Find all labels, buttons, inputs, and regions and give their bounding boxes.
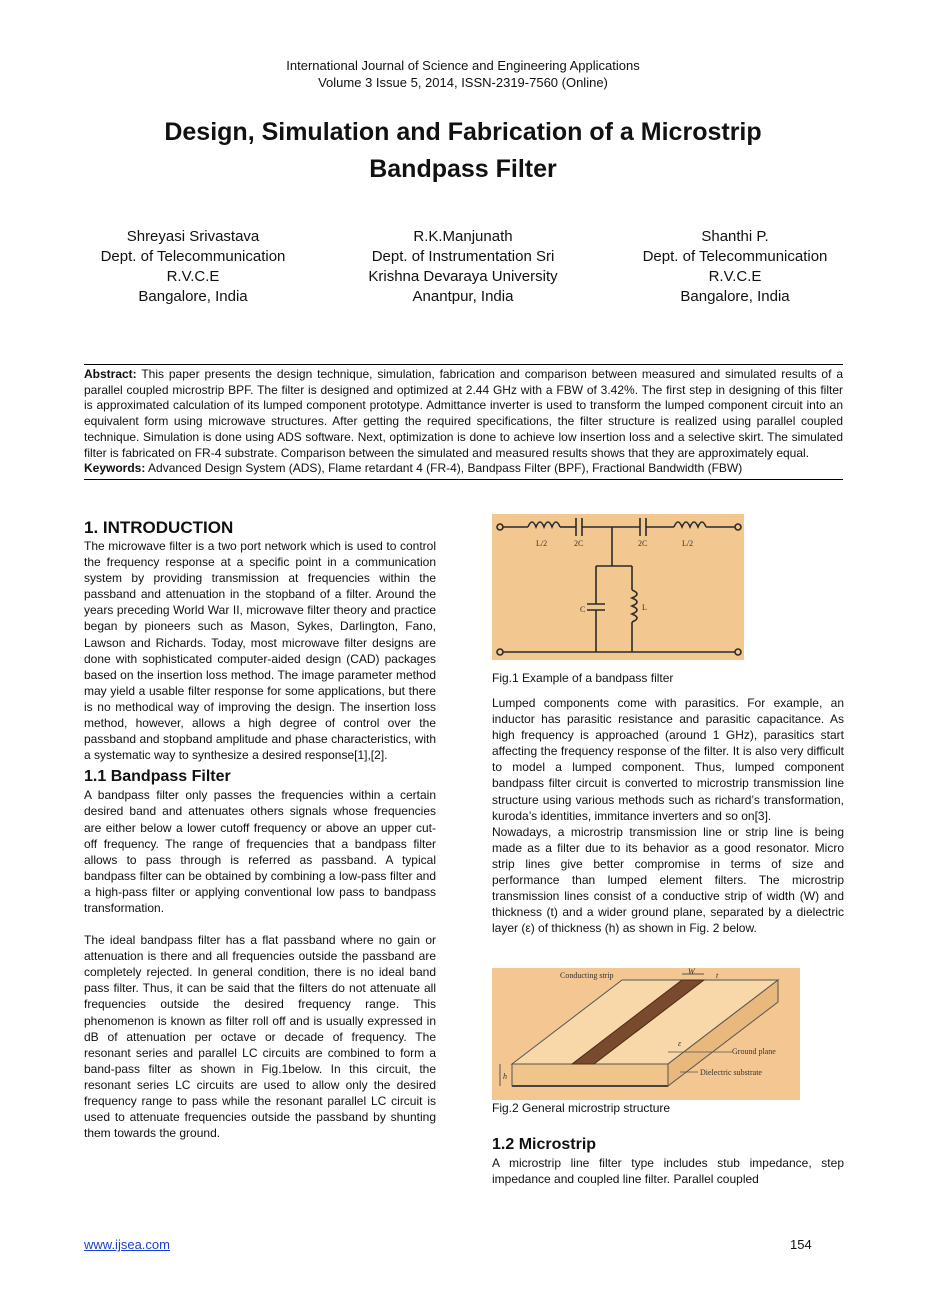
section-heading-introduction: 1. INTRODUCTION — [84, 518, 234, 537]
bandpass-circuit-diagram — [492, 514, 744, 660]
figure-1-bandpass-circuit — [492, 514, 744, 660]
label-l: L — [642, 603, 647, 612]
abstract-section — [84, 364, 843, 480]
author-2 — [332, 227, 594, 307]
label-epsilon: ε — [678, 1039, 682, 1048]
figure-1-caption: Fig.1 Example of a bandpass filter — [492, 671, 674, 685]
microstrip-intro-paragraph: Nowadays, a microstrip transmission line or strip line is being made as a filter due to its behavior as a good resonator. Micro strip lines give better compromise in terms of size and performance than lumped element filters. The microstrip transmission lines consist of a conductive strip of width (W) and thickness (t) and a wider ground plane, separated by a dielectric layer (ε) of thickness (h) as shown in Fig. 2 below. — [492, 824, 844, 936]
label-w: W — [688, 968, 695, 976]
keywords-paragraph — [84, 461, 843, 477]
section-heading-microstrip: 1.2 Microstrip — [492, 1136, 597, 1153]
journal-website-link[interactable]: www.ijsea.com — [84, 1237, 170, 1252]
keywords-text: Advanced Design System (ADS), Flame retardant 4 (FR-4), Bandpass Filter (BPF), Fractional Bandwidth (FBW) — [148, 461, 743, 476]
journal-issue: Volume 3 Issue 5, 2014, ISSN-2319-7560 (Online) — [318, 75, 608, 90]
author-location: Bangalore, India — [680, 288, 790, 305]
label-l-half-right: L/2 — [682, 539, 694, 548]
label-ground-plane: Ground plane — [732, 1047, 776, 1056]
label-2c-left: 2C — [574, 539, 584, 548]
label-l-half-left: L/2 — [536, 539, 548, 548]
keywords-label: Keywords: — [84, 461, 146, 476]
author-org: Krishna Devaraya University — [368, 268, 558, 285]
label-conducting-strip: Conducting strip — [560, 971, 614, 980]
author-name: R.K.Manjunath — [413, 228, 513, 245]
microstrip-paragraph: A microstrip line filter type includes stub impedance, step impedance and coupled line filter. Parallel coupled — [492, 1156, 844, 1187]
author-dept: Dept. of Telecommunication — [100, 248, 286, 265]
journal-header — [0, 57, 926, 91]
label-h: h — [503, 1072, 507, 1081]
page-number: 154 — [790, 1237, 812, 1252]
parasitics-paragraph: Lumped components come with parasitics. For example, an inductor has parasitic resistance and parasitic capacitance. As high frequency is approached (around 1 GHz), parasitics start affecting the frequency response of the filter. It is also very difficult to model a lumped component. Thus, lumped component bandpass filter circuit is converted to microstrip transmission line structure using various methods such as richard’s transformation, kuroda’s identities, immitance inverters and so on[3]. — [492, 696, 844, 823]
abstract-paragraph — [84, 367, 843, 461]
label-c: C — [580, 605, 586, 614]
title-line-2: Bandpass Filter — [369, 155, 557, 183]
author-org: R.V.C.E — [708, 268, 762, 285]
author-name: Shreyasi Srivastava — [126, 228, 260, 245]
right-column-text — [492, 695, 844, 936]
label-t: t — [716, 971, 719, 980]
bandpass-paragraph-2: The ideal bandpass filter has a flat passband where no gain or attenuation is there and all frequencies outside the passband are completely rejected. In general condition, there is no ideal band pass filter. Thus, it can be said that the filters do not attenuate all frequencies outside the desired frequency range. This phenomenon is known as filter roll off and is usually expressed in dB of attenuation per octave or decade of frequency. The resonant series and parallel LC circuits are combined to form a band-pass filter as shown in Fig.1below. In this circuit, the resonant series LC circuits are used to allow only the desired frequency range to pass while the resonant parallel LC circuit is used to attenuate frequencies outside the passband by shunting them towards the ground. — [84, 933, 436, 1141]
intro-paragraph: The microwave filter is a two port network which is used to control the frequency response at a specific point in a communication system by providing transmission at frequencies within the passband and attenuation in the stopband of a filter. Around the years preceding World War II, microwave filter theory and practice began by pioneers such as Mason, Sykes, Darlington, Fano, Lawson and Richards. Today, most microwave filter designs are done with sophisticated computer-aided design (CAD) packages based on the insertion loss method. The image parameter method may yield a usable filter response for some applications, but there is no methodical way of improving the design. The insertion loss method, however, allows a high degree of control over the passband and stopband amplitude and phase characteristics, with a systematic way to synthesize a desired response[1],[2]. — [84, 539, 436, 763]
author-name: Shanthi P. — [701, 228, 769, 245]
paper-title — [100, 114, 826, 188]
section-heading-bandpass: 1.1 Bandpass Filter — [84, 768, 231, 786]
author-1 — [62, 227, 324, 307]
figure-2-microstrip-structure — [492, 968, 800, 1100]
microstrip-structure-diagram — [492, 968, 800, 1100]
bandpass-paragraph-1: A bandpass filter only passes the frequencies within a certain desired band and attenuates others signals whose frequencies are either below a lower cutoff frequency or above an upper cut-off frequency. The range of frequencies that a bandpass filter allows to pass through is referred as passband. A typical bandpass filter can be obtained by combining a low-pass filter and a high-pass filter or applying conventional low pass to bandpass transformation. — [84, 788, 436, 915]
figure-2-caption: Fig.2 General microstrip structure — [492, 1101, 671, 1115]
journal-name: International Journal of Science and Engineering Applications — [286, 58, 640, 73]
author-dept: Dept. of Instrumentation Sri — [371, 248, 555, 265]
label-2c-right: 2C — [638, 539, 648, 548]
author-3 — [604, 227, 866, 307]
author-dept: Dept. of Telecommunication — [642, 248, 828, 265]
microstrip-section — [492, 1135, 844, 1187]
title-line-1: Design, Simulation and Fabrication of a Microstrip — [164, 118, 762, 146]
label-dielectric-substrate: Dielectric substrate — [700, 1068, 762, 1077]
abstract-label: Abstract: — [84, 367, 137, 381]
abstract-text: This paper presents the design technique, simulation, fabrication and comparison between measured and simulated results of a parallel coupled microstrip BPF. The filter is designed and optimized at 2.44 GHz with a FBW of 3.42%. The first step in designing of this filter is approximated calculation of its lumped component prototype. Admittance inverter is used to transform the lumped component circuit into an equivalent form using microwave structures. After getting the required specifications, the filter structure is realized using parallel coupled technique. Simulation is done using ADS software. Next, optimization is done to achieve low insertion loss and a selective skirt. The simulated filter is fabricated on FR-4 substrate. Comparison between the simulated and measured results shows that they are approximately equal. — [84, 367, 843, 460]
left-column — [84, 518, 436, 1141]
author-org: R.V.C.E — [166, 268, 220, 285]
author-location: Bangalore, India — [138, 288, 248, 305]
author-location: Anantpur, India — [412, 288, 514, 305]
